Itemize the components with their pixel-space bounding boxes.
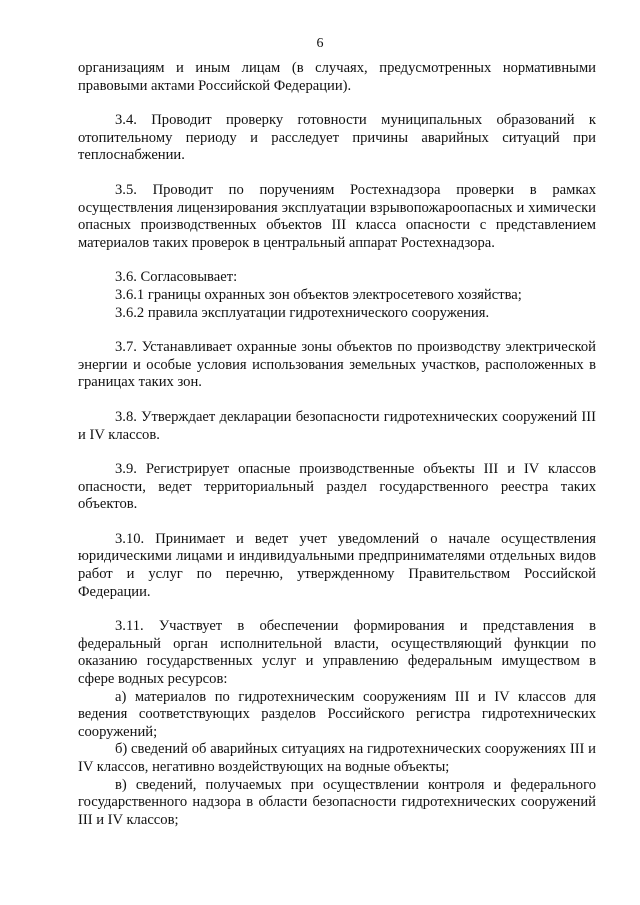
paragraph-3-11-a: а) материалов по гидротехническим сооружениям III и IV классов для ведения соответствующих разделов Российского регистра гидротехнических сооружений; [78, 688, 596, 740]
paragraph-3-11-intro: 3.11. Участвует в обеспечении формирования и представления в федеральный орган исполнительной власти, осуществляющий функции по оказанию государственных услуг и управлению федеральным имуществом в сфере водных ресурсов: [78, 618, 596, 688]
paragraph-3-8: 3.8. Утверждает декларации безопасности гидротехнических сооружений III и IV классов. [78, 408, 596, 443]
paragraph-3-4: 3.4. Проводит проверку готовности муниципальных образований к отопительному периоду и расследует причины аварийных ситуаций при теплоснабжении. [78, 112, 596, 164]
paragraph-3-11-b: б) сведений об аварийных ситуациях на гидротехнических сооружениях III и IV классов, негативно воздействующих на водные объекты; [78, 741, 596, 775]
paragraph-3-6-1: 3.6.1 границы охранных зон объектов электросетевого хозяйства; [115, 286, 522, 303]
paragraph-3-5: 3.5. Проводит по поручениям Ростехнадзора проверки в рамках осуществления лицензирования эксплуатации взрывопожароопасных и химически опасных производственных объектов III класса опасности с представлением материалов таких проверок в центральный аппарат Ростехнадзора. [78, 181, 596, 251]
paragraph-3-6-heading: 3.6. Согласовывает: [115, 269, 238, 286]
paragraph-3-6-2: 3.6.2 правила эксплуатации гидротехнического сооружения. [115, 304, 490, 321]
paragraph-continuation: организациям и иным лицам (в случаях, предусмотренных нормативными правовыми актами Российской Федерации). [78, 60, 596, 94]
paragraph-3-7: 3.7. Устанавливает охранные зоны объектов по производству электрической энергии и особые условия использования земельных участков, расположенных в границах таких зон. [78, 339, 596, 391]
document-body [78, 60, 596, 829]
paragraph-3-11-c: в) сведений, получаемых при осуществлении контроля и федерального государственного надзора в области безопасности гидротехнических сооружений III и IV классов; [78, 776, 596, 828]
paragraph-3-9: 3.9. Регистрирует опасные производственные объекты III и IV классов опасности, ведет территориальный раздел государственного реестра таких объектов. [78, 461, 596, 513]
page-number: 6 [316, 36, 324, 51]
paragraph-3-10: 3.10. Принимает и ведет учет уведомлений о начале осуществления юридическими лицами и индивидуальными предпринимателями отдельных видов работ и услуг по перечню, утвержденному Правительством Российской Федерации. [78, 530, 596, 600]
